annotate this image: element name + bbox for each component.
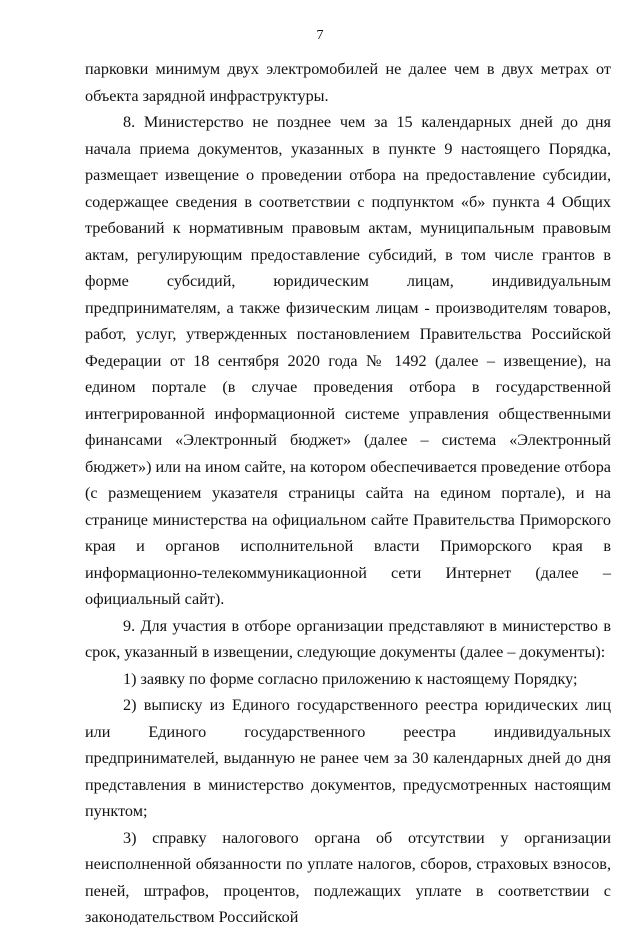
document-body [85,56,611,931]
paragraph-continuation: парковки минимум двух электромобилей не далее чем в двух метрах от объекта зарядной инфраструктуры. [85,60,611,105]
page-number: 7 [316,28,324,43]
list-item-1: 1) заявку по форме согласно приложению к настоящему Порядку; [123,669,578,688]
list-item-3: 3) справку налогового органа об отсутствии у организации неисполненной обязанности по уплате налогов, сборов, страховых взносов, пеней, штрафов, процентов, подлежащих уплате в соответствии с законодательством Российской [85,828,611,926]
paragraph-item-8: 8. Министерство не позднее чем за 15 календарных дней до дня начала приема документов, указанных в пункте 9 настоящего Порядка, размещает извещение о проведении отбора на предоставление субсидии, содержащее сведения в соответствии с подпунктом «б» пункта 4 Общих требований к нормативным правовым актам, муниципальным правовым актам, регулирующим предоставление субсидий, в том числе грантов в форме субсидий, юридическим лицам, индивидуальным предпринимателям, а также физическим лицам - производителям товаров, работ, услуг, утвержденных постановлением Правительства Российской Федерации от 18 сентября 2020 года № 1492 (далее – извещение), на едином портале (в случае проведения отбора в государственной интегрированной информационной системе управления общественными финансами «Электронный бюджет» (далее – система «Электронный бюджет») или на ином сайте, на котором обеспечивается проведение отбора (с размещением указателя страницы сайта на едином портале), и на странице министерства на официальном сайте Правительства Приморского края и органов исполнительной власти Приморского края в информационно-телекоммуникационной сети Интернет (далее – официальный сайт). [85,113,611,608]
list-item-2: 2) выписку из Единого государственного реестра юридических лиц или Единого государственного реестра индивидуальных предпринимателей, выданную не ранее чем за 30 календарных дней до дня представления в министерство документов, предусмотренных настоящим пунктом; [85,696,611,820]
paragraph-item-9: 9. Для участия в отборе организации представляют в министерство в срок, указанный в извещении, следующие документы (далее – документы): [85,616,611,661]
